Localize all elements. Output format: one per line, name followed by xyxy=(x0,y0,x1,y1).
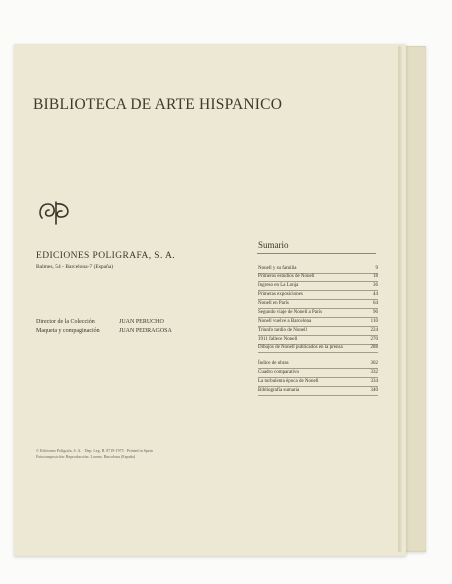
publisher-name: EDICIONES POLIGRAFA, S. A. xyxy=(36,251,176,261)
toc-item: Primeros estudios de Nonell 18 xyxy=(258,274,378,279)
sumario-rule xyxy=(257,253,376,254)
toc-item: Dibujos de Nonell publicados en la prensa 288 xyxy=(258,345,378,350)
book-page xyxy=(14,44,406,556)
toc-item: Nonell en París 64 xyxy=(258,301,378,306)
toc-item: La turbulenta época de Nonell 334 xyxy=(258,379,378,384)
series-title: BIBLIOTECA DE ARTE HISPANICO xyxy=(33,96,283,113)
toc-item: Índice de obras 302 xyxy=(258,361,378,366)
copyright-line: © Ediciones Polígrafa, S. A. · Dep. Leg. B. 8719-1975 · Printed in Spain xyxy=(36,448,153,453)
toc-item: Segundo viaje de Nonell a París 96 xyxy=(258,310,378,315)
toc-item: Nonell y su familia 9 xyxy=(258,266,378,271)
copyright-notice xyxy=(36,448,176,460)
copyright-line: Fotocomposición: Reproducción: Lorenz. Barcelona (España) xyxy=(36,454,136,459)
publisher-address: Balmes, 54 - Barcelona-7 (España) xyxy=(36,264,114,270)
credit-value: JUAN PERUCHO xyxy=(119,319,164,325)
credit-value: JUAN PEDRAGOSA xyxy=(119,328,172,334)
toc-item: Bibliografía sumaria 340 xyxy=(258,388,378,393)
toc-item: Ingreso en La Lonja 36 xyxy=(258,283,378,288)
toc-item: Triunfo tardío de Nonell 224 xyxy=(258,328,378,333)
toc-item: Cuadro comparativo 332 xyxy=(258,370,378,375)
toc-item: 1911 fallece Nonell 270 xyxy=(258,337,378,342)
credit-label: Director de la Colección xyxy=(36,319,95,325)
page-gutter xyxy=(398,46,402,552)
toc-item: Nonell vuelve a Barcelona 110 xyxy=(258,319,378,324)
toc-item: Primeras exposiciones 44 xyxy=(258,292,378,297)
publisher-logo-icon xyxy=(36,196,76,226)
credit-label: Maqueta y compaginación xyxy=(36,328,100,334)
sumario-title: Sumario xyxy=(258,240,289,250)
